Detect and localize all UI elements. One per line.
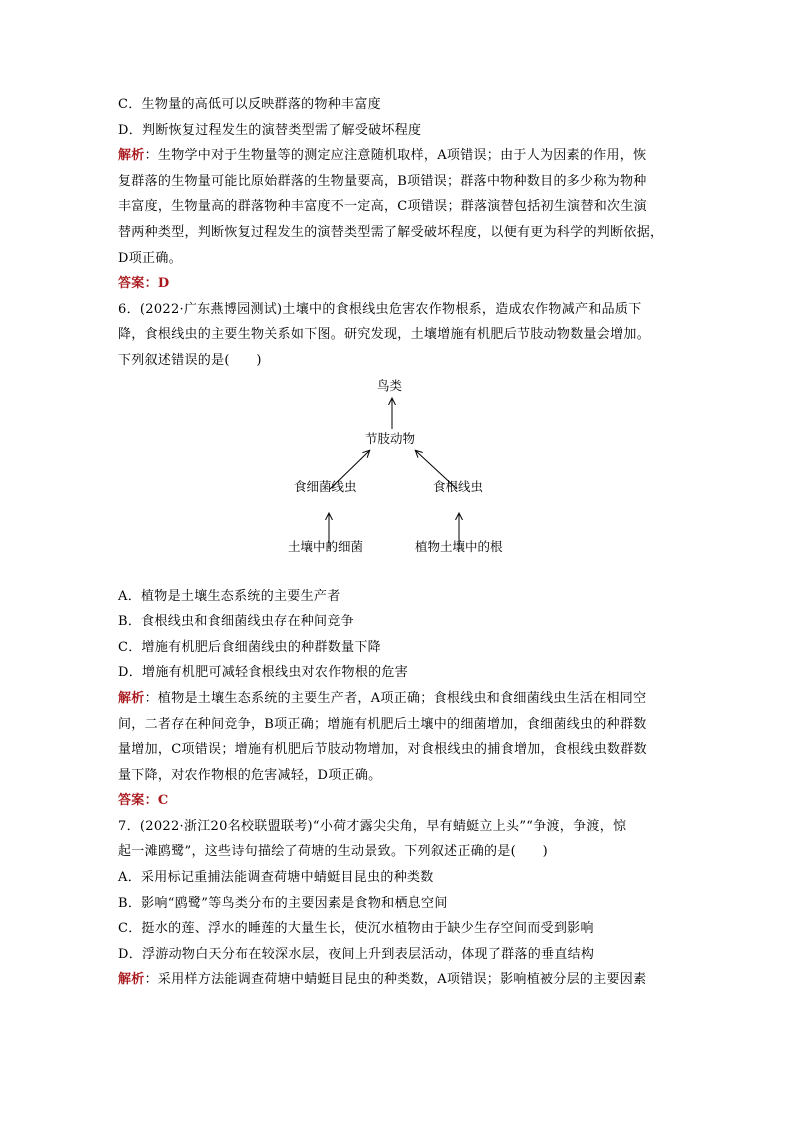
- node-bacterivorous-nematode: 食细菌线虫: [294, 478, 357, 494]
- q7-stem-line: 起一滩鸥鹭”，这些诗句描绘了荷塘的生动景致。下列叙述正确的是( ): [118, 844, 548, 860]
- q7-option-d: D．浮游动物白天分布在较深水层，夜间上升到表层活动，体现了群落的垂直结构: [118, 946, 595, 962]
- node-root-nematode: 食根线虫: [433, 478, 484, 494]
- node-soil-bacteria: 土壤中的细菌: [288, 538, 364, 554]
- q6-option-c: C．增施有机肥后食细菌线虫的种群数量下降: [118, 639, 381, 655]
- q6-stem-line: 下列叙述错误的是( ): [118, 352, 262, 368]
- answer-value: ：C: [144, 793, 169, 809]
- q6-analysis-line: 间，二者存在种间竞争，B项正确；增施有机肥后土壤中的细菌增加，食细菌线虫的种群数: [118, 716, 647, 732]
- q6-analysis-line: 量下降，对农作物根的危害减轻，D项正确。: [118, 767, 382, 783]
- q6-option-d: D．增施有机肥可减轻食根线虫对农作物根的危害: [118, 665, 409, 681]
- analysis-label: 解析: [118, 690, 145, 706]
- node-plant-roots: 植物土壤中的根: [415, 538, 503, 554]
- q7-option-b: B．影响“鸥鹭”等鸟类分布的主要因素是食物和栖息空间: [118, 895, 448, 911]
- q5-option-c: C．生物量的高低可以反映群落的物种丰富度: [118, 97, 381, 112]
- food-web-diagram: [118, 374, 678, 584]
- answer-label: 答案: [118, 793, 145, 809]
- q6-analysis-line: 量增加，C项错误；增施有机肥后节肢动物增加，对食根线虫的捕食增加，食根线虫数群数: [118, 742, 647, 758]
- document-page: [118, 92, 678, 993]
- q5-analysis-line: 丰富度，生物量高的群落物种丰富度不一定高，C项错误；群落演替包括初生演替和次生演: [118, 199, 647, 215]
- q6-analysis-line: 解析：植物是土壤生态系统的主要生产者，A项正确；食根线虫和食细菌线虫生活在相同空: [118, 690, 647, 706]
- q5-analysis-line: 复群落的生物量可能比原始群落的生物量要高，B项错误；群落中物种数目的多少称为物种: [118, 173, 647, 189]
- analysis-label: 解析: [118, 148, 145, 164]
- q5-option-d: D．判断恢复过程发生的演替类型需了解受破坏程度: [118, 122, 422, 138]
- q5-analysis-line: 解析：生物学中对于生物量等的测定应注意随机取样，A项错误；由于人为因素的作用，恢: [118, 148, 647, 164]
- answer-value: ：D: [144, 276, 170, 292]
- q5-analysis-line: D项正确。: [118, 250, 182, 266]
- analysis-label: 解析: [118, 972, 145, 988]
- q7-stem-line: 7．(2022·浙江20名校联盟联考)“小荷才露尖尖角，早有蜻蜓立上头”“争渡，争渡，惊: [118, 818, 627, 834]
- q6-stem-line: 6．(2022·广东燕博园测试)土壤中的食根线虫危害农作物根系，造成农作物减产和品质下: [118, 301, 642, 317]
- q6-answer: [118, 788, 678, 814]
- node-arthropods: 节肢动物: [365, 430, 416, 446]
- q6-option-a: A．植物是土壤生态系统的主要生产者: [118, 588, 341, 604]
- q7-analysis-line: 解析：采用样方法能调查荷塘中蜻蜓目昆虫的种类数，A项错误；影响植被分层的主要因素: [118, 972, 647, 988]
- q5-answer: [118, 271, 678, 297]
- answer-label: 答案: [118, 276, 145, 292]
- q6-stem-line: 降，食根线虫的主要生物关系如下图。研究发现，土壤增施有机肥后节肢动物数量会增加。: [118, 327, 651, 343]
- node-birds: 鸟类: [377, 377, 403, 393]
- q6-option-b: B．食根线虫和食细菌线虫存在种间竞争: [118, 614, 354, 630]
- q7-option-c: C．挺水的莲、浮水的睡莲的大量生长，使沉水植物由于缺少生存空间而受到影响: [118, 921, 594, 937]
- q5-analysis-line: 替两种类型，判断恢复过程发生的演替类型需了解受破坏程度，以便有更为科学的判断依据，: [118, 224, 664, 240]
- diagram-arrows: [118, 374, 678, 584]
- q7-option-a: A．采用标记重捕法能调查荷塘中蜻蜓目昆虫的种类数: [118, 870, 434, 886]
